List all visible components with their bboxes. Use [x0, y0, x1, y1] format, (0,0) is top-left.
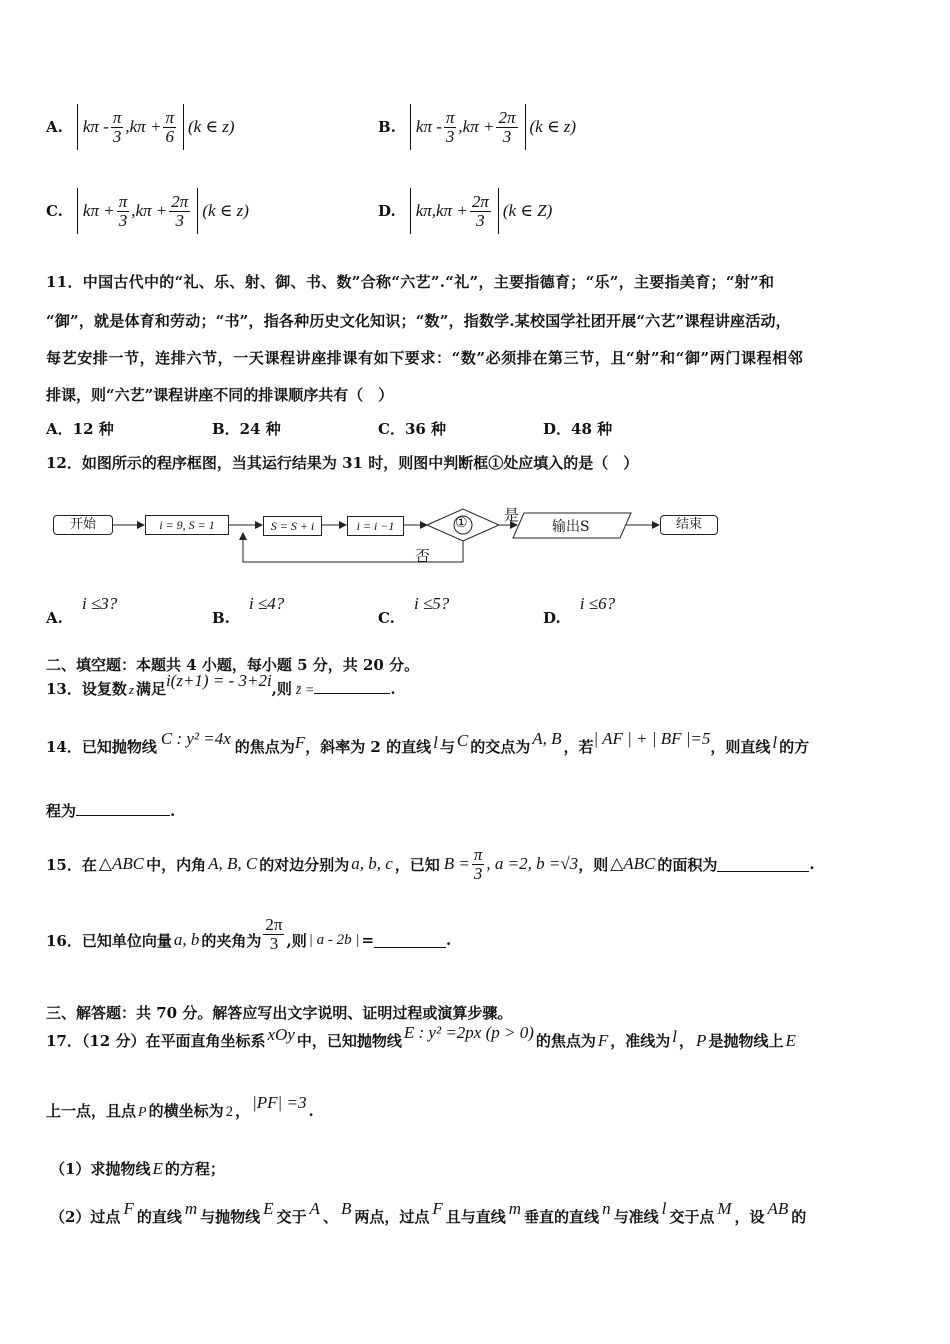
q17-text5: 是抛物线上	[708, 1032, 784, 1050]
q13-prefix: 13．设复数	[46, 680, 127, 698]
q17-two: 2	[225, 1104, 234, 1120]
q14-parabola: C : y² =4x	[160, 729, 231, 748]
q12-option-b	[212, 594, 285, 627]
q17-l: l	[672, 1027, 678, 1046]
q14-line2-text: 程为	[46, 802, 77, 820]
q14-line2	[46, 800, 175, 821]
q15-text4: ，则	[578, 855, 609, 874]
q14-end: .	[170, 802, 176, 820]
q15-given: , a =2, b =√3	[486, 854, 579, 873]
q17-line2	[46, 1093, 314, 1121]
q17-sub1-text1: （1）求抛物线	[50, 1160, 151, 1178]
q10-a-part2: ,kπ +	[125, 117, 162, 136]
q14-line1	[46, 729, 810, 757]
q17-P2: P	[138, 1105, 147, 1120]
q16-text3: =	[361, 931, 375, 949]
q17-sub2-B: B	[340, 1199, 352, 1218]
q12-option-a-text: i ≤3?	[81, 594, 118, 613]
q11-option-b: B．24 种	[212, 420, 281, 438]
q13-end: .	[390, 680, 396, 698]
q10-a-frac1: $\frac{\pi}{3}$	[112, 107, 122, 146]
q10-option-d	[378, 188, 552, 234]
q10-option-a	[46, 104, 235, 150]
q11-option-d: D．48 种	[543, 420, 613, 438]
q17-sub2-j: 交于点	[669, 1208, 715, 1226]
q15-prefix: 15．在	[46, 855, 97, 874]
q13-zbar: z̄ =	[295, 683, 315, 698]
q14-AB: A, B	[532, 729, 562, 748]
q14-text7: 的方	[779, 738, 810, 756]
q10-c-frac1: $\frac{\pi}{3}$	[118, 191, 128, 230]
q17-P: P	[696, 1031, 707, 1050]
q15-answer-blank	[717, 857, 809, 872]
q17-prefix: 17．（12 分）在平面直角坐标系	[46, 1032, 266, 1050]
q14-l: l	[433, 733, 438, 752]
q17-sub1	[50, 1158, 225, 1179]
flowchart	[0, 500, 950, 570]
q10-d-frac1: $\frac{2\pi}{3}$	[471, 191, 489, 230]
q17-text1: 中，已知抛物线	[296, 1032, 402, 1050]
q17-sub2-h: 垂直的直线	[524, 1208, 600, 1226]
q10-option-a-label: A.	[46, 118, 63, 136]
q16-expr: | a - 2b |	[308, 931, 360, 948]
q14-l2: l	[772, 733, 778, 752]
q14-answer-blank	[76, 815, 170, 816]
q16-vectors: a, b	[173, 930, 200, 949]
q15-text2: 的对边分别为	[259, 855, 350, 874]
flowchart-end: 结束	[660, 515, 718, 535]
q17-pf: |PF| =3	[252, 1093, 307, 1112]
q13-mid: 满足	[135, 680, 166, 698]
q10-b-frac1: $\frac{\pi}{3}$	[445, 107, 455, 146]
q16	[46, 912, 451, 968]
q17-sub2-b: 的直线	[136, 1208, 182, 1226]
q14-text1: 的焦点为	[234, 738, 295, 756]
q17-text2: 的焦点为	[535, 1032, 596, 1050]
q15	[46, 840, 815, 888]
q17-sub2-AB: AB	[767, 1199, 789, 1218]
q10-option-c-interval	[77, 188, 198, 234]
q15-angles: A, B, C	[208, 854, 258, 873]
q16-prefix: 16．已知单位向量	[46, 931, 172, 950]
q17-sub2	[50, 1199, 807, 1227]
q10-option-c-label: C.	[46, 202, 63, 220]
q17-sub2-A: A	[309, 1199, 320, 1218]
q15-triangle2: △ABC	[610, 854, 656, 873]
q12-option-d-label: D.	[543, 609, 561, 627]
q11-line4: 排课，则“六艺”课程讲座不同的排课顺序共有（ ）	[46, 386, 394, 404]
q17-text4: ，	[679, 1032, 695, 1050]
q10-a-frac2: $\frac{\pi}{6}$	[165, 107, 174, 146]
flowchart-condition-mark: ①	[455, 515, 468, 531]
q17-sub2-a: （2）过点	[50, 1208, 121, 1226]
q12-option-b-label: B.	[212, 609, 230, 627]
q12-option-a	[46, 594, 118, 627]
q10-a-part1: kπ -	[82, 117, 109, 136]
flowchart-decrement: i = i −1	[347, 516, 404, 536]
q17-line2-text1: 上一点，且点	[46, 1102, 137, 1120]
q10-option-c	[46, 188, 249, 234]
q17-line2-end: .	[308, 1102, 314, 1120]
q10-b-frac2: $\frac{2\pi}{3}$	[498, 107, 516, 146]
q17-F: F	[597, 1031, 609, 1050]
q13	[46, 671, 396, 699]
flowchart-no-label: 否	[415, 547, 431, 565]
q14-text4: 的交点为	[470, 738, 531, 756]
q15-sides: a, b, c	[351, 854, 393, 873]
q14-C: C	[456, 731, 469, 750]
q17-sub2-e: 、	[322, 1208, 338, 1226]
q14-F: F	[294, 733, 306, 752]
q14-condition: | AF | + | BF |=5	[593, 729, 711, 748]
q13-answer-blank	[314, 693, 390, 694]
q17-line2-text2: 的横坐标为	[148, 1102, 224, 1120]
q12-option-c-text: i ≤5?	[414, 594, 450, 613]
flowchart-output: 输出S	[552, 519, 590, 535]
q14-text3: 与	[439, 738, 455, 756]
q12-option-d-text: i ≤6?	[579, 594, 616, 613]
q10-option-a-interval	[77, 104, 184, 150]
flowchart-yes-label: 是	[504, 506, 520, 524]
q15-text5: 的面积为	[657, 855, 718, 874]
q16-answer-blank	[374, 933, 446, 948]
q10-c-part1: kπ +	[82, 201, 115, 220]
q14-text2: ，斜率为 2 的直线	[305, 738, 432, 756]
q10-c-frac2: $\frac{2\pi}{3}$	[171, 191, 189, 230]
q17-sub2-m2: m	[508, 1199, 522, 1218]
q17-parabola: E : y² =2px (p > 0)	[403, 1023, 534, 1042]
q10-b-tail: (k ∈ z)	[529, 117, 577, 136]
q17-line2-text3: ，	[235, 1102, 251, 1120]
q10-option-b	[378, 104, 576, 150]
q17-sub2-l: l	[661, 1199, 667, 1218]
q11-line1: 11．中国古代中的“礼、乐、射、御、书、数”合称“六艺”.“礼”，主要指德育；“乐”，主要指美育；“射”和	[46, 273, 775, 291]
q17-sub2-F: F	[123, 1199, 134, 1218]
q11-option-c: C．36 种	[378, 420, 447, 438]
q10-a-tail: (k ∈ z)	[187, 117, 235, 136]
q12-option-c	[378, 594, 450, 627]
q15-text3: ，已知	[394, 855, 440, 874]
q17-sub2-d: 交于	[276, 1208, 307, 1226]
q17-sub1-E: E	[152, 1159, 163, 1178]
q17-sub2-i: 与准线	[613, 1208, 659, 1226]
q10-option-b-label: B.	[378, 118, 396, 136]
q17-sub2-F2: F	[432, 1199, 443, 1218]
q17-sub2-end: 的	[791, 1208, 807, 1226]
flowchart-sum: S = S + i	[263, 516, 322, 536]
q17-sub2-f: 两点，过点	[354, 1208, 430, 1226]
q13-tail: ,则	[271, 680, 292, 698]
q10-option-d-interval	[410, 188, 499, 234]
q17-E: E	[785, 1031, 796, 1050]
q17-sub2-m: m	[184, 1199, 198, 1218]
q11-line2: “御”，就是体育和劳动；“书”，指各种历史文化知识；“数”，指数学.某校国学社团开展“六艺”课程讲座活动，	[46, 312, 791, 330]
q13-expr: i(z+1) = - 3+2i	[165, 671, 272, 690]
q12-option-d	[543, 594, 616, 627]
q17-sub2-g: 且与直线	[445, 1208, 506, 1226]
q10-d-part1: kπ,kπ +	[415, 201, 468, 220]
q15-end: .	[809, 855, 815, 873]
q17-sub2-n: n	[602, 1199, 611, 1218]
q17-sub2-E: E	[263, 1199, 274, 1218]
q17-sub1-text2: 的方程；	[164, 1160, 225, 1178]
q11-line3: 每艺安排一节，连排六节，一天课程讲座排课有如下要求：“数”必须排在第三节，且“射”和“御”两门课程相邻	[46, 349, 804, 367]
q15-B-eq: B =	[443, 854, 470, 873]
q16-text1: 的夹角为	[201, 931, 262, 950]
q10-d-tail: (k ∈ Z)	[502, 201, 553, 220]
q12-option-b-text: i ≤4?	[249, 594, 285, 613]
section-3-title: 三、解答题：共 70 分。解答应写出文字说明、证明过程或演算步骤。	[46, 1004, 513, 1022]
q10-b-part2: ,kπ +	[458, 117, 495, 136]
q14-text6: ，则直线	[710, 738, 771, 756]
q17-text3: ，准线为	[610, 1032, 671, 1050]
q17-sub2-k: ，设	[734, 1208, 765, 1226]
q15-text1: 中，内角	[146, 855, 207, 874]
q10-option-d-label: D.	[378, 202, 396, 220]
q10-option-b-interval	[410, 104, 526, 150]
flowchart-init: i = 9, S = 1	[145, 515, 229, 535]
q14-prefix: 14．已知抛物线	[46, 738, 157, 756]
q17-sub2-M: M	[717, 1199, 732, 1218]
flowchart-lines	[0, 500, 950, 570]
q12-option-c-label: C.	[378, 609, 395, 627]
section-2-title: 二、填空题：本题共 4 小题，每小题 5 分，共 20 分。	[46, 656, 420, 674]
q14-text5: ，若	[563, 738, 594, 756]
q13-var: z	[128, 682, 134, 697]
q12-option-a-label: A.	[46, 609, 63, 627]
q16-frac: $\frac{2\pi}{3}$	[265, 914, 283, 953]
flowchart-start: 开始	[53, 515, 113, 535]
q15-frac: $\frac{\pi}{3}$	[473, 844, 483, 883]
q12-stem: 12．如图所示的程序框图，当其运行结果为 31 时，则图中判断框①处应填入的是（ ）	[46, 454, 639, 472]
q15-triangle: △ABC	[98, 854, 145, 873]
q10-c-part2: ,kπ +	[131, 201, 168, 220]
q16-end: .	[446, 931, 452, 949]
q17-line1	[46, 1023, 798, 1051]
q10-c-tail: (k ∈ z)	[202, 201, 249, 220]
q11-option-a: A．12 种	[46, 420, 114, 438]
q10-b-part1: kπ -	[415, 117, 442, 136]
q16-text2: ,则	[286, 931, 307, 950]
q17-xoy: xOy	[267, 1025, 295, 1044]
q17-sub2-c: 与抛物线	[200, 1208, 261, 1226]
